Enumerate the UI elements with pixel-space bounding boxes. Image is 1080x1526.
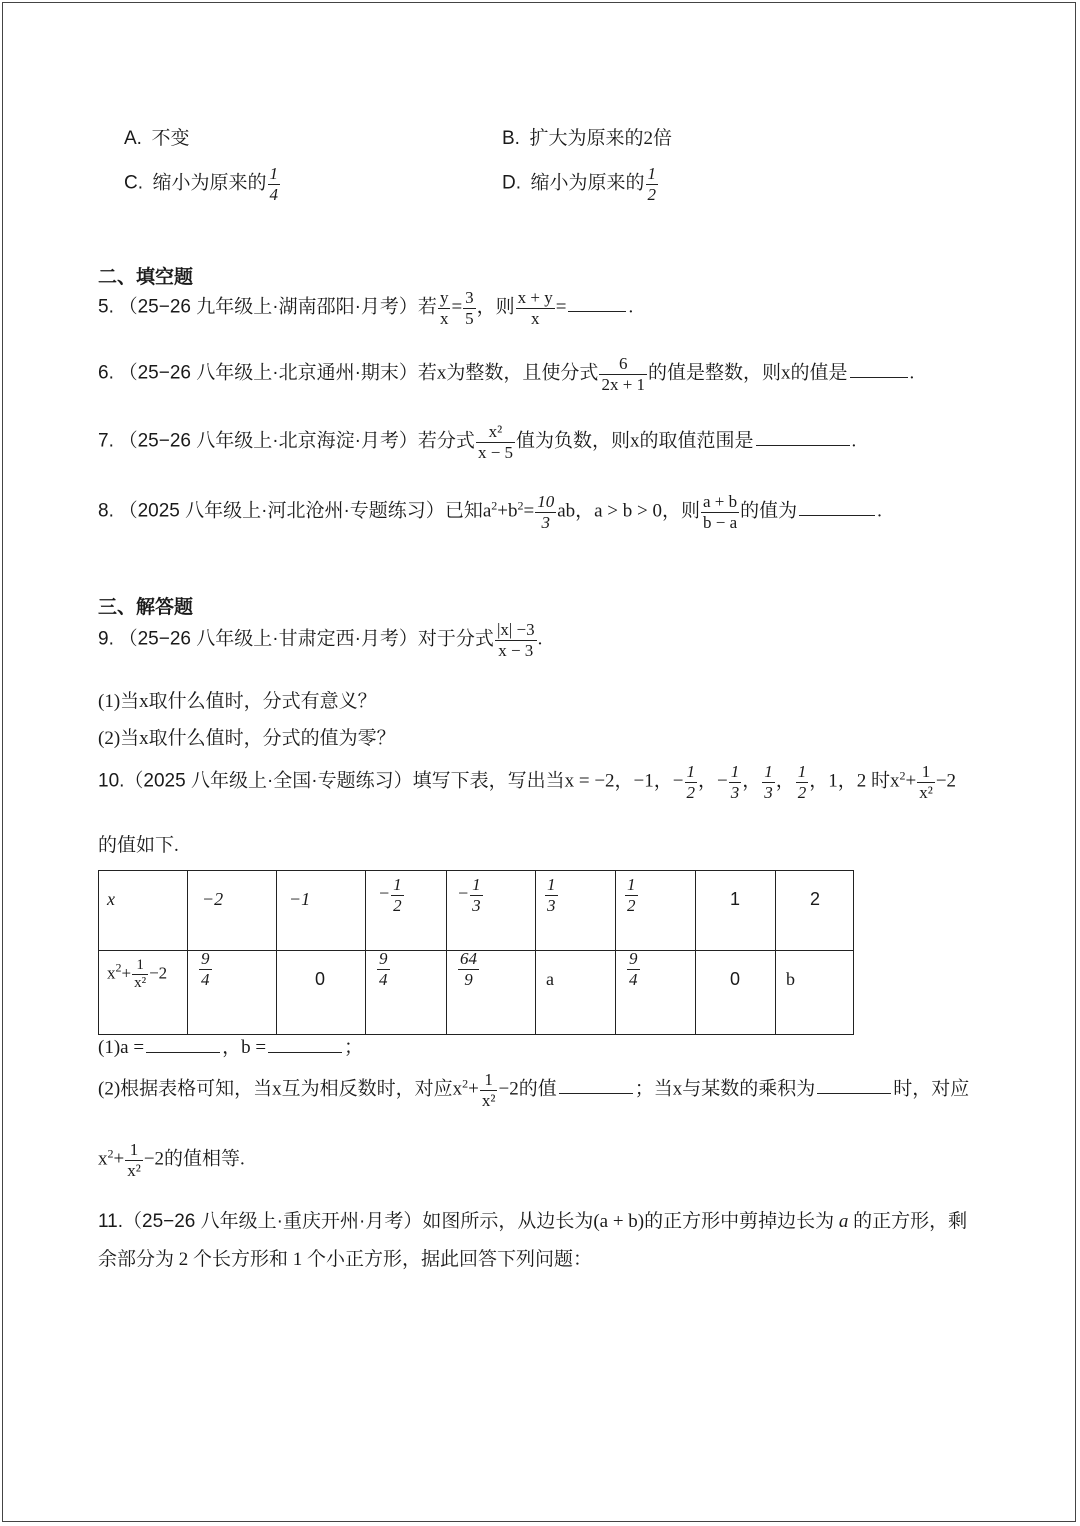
option-c[interactable] — [124, 164, 281, 204]
question-number: 9. — [98, 628, 114, 650]
fraction-1-over-2 — [391, 875, 404, 915]
variable: a — [838, 1211, 849, 1232]
question-text: +b — [497, 500, 518, 522]
fraction-numerator: 1 — [647, 164, 657, 183]
question-source: （25−26 九年级上·湖南邵阳·月考） — [118, 296, 418, 318]
values-table — [98, 870, 854, 1035]
fraction-denominator: x — [439, 308, 449, 328]
table-cell — [99, 951, 188, 1035]
answer-blank[interactable] — [559, 1092, 633, 1094]
separator: ，− — [698, 770, 728, 792]
option-d-label: D. — [502, 172, 521, 194]
cell-text: 0 — [315, 969, 326, 989]
fraction-1-over-x2 — [125, 1140, 143, 1180]
table-cell — [616, 951, 696, 1035]
answer-blank-b[interactable] — [268, 1051, 342, 1053]
fraction-numerator: 9 — [201, 949, 210, 968]
superscript: 2 — [462, 1076, 469, 1091]
table-row — [99, 871, 854, 951]
question-text: (1)a = — [98, 1037, 145, 1058]
fraction-numerator: 1 — [125, 1140, 143, 1161]
cell-text: −2 — [202, 889, 224, 909]
fraction-numerator: 1 — [686, 762, 695, 781]
question-text: 若分式 — [417, 430, 475, 452]
question-10-answer-2 — [98, 1070, 969, 1110]
table-cell — [447, 871, 536, 951]
fraction-9-over-4 — [627, 949, 640, 989]
plus-sign: + — [468, 1078, 479, 1100]
question-text: 若 — [417, 296, 437, 318]
fraction-denominator: 4 — [201, 969, 210, 989]
question-9-part-1: (1)当x取什么值时，分式有意义？ — [98, 691, 377, 712]
table-cell — [99, 871, 188, 951]
fraction-numerator: 1 — [730, 762, 740, 781]
cell-text — [198, 949, 213, 989]
question-end: . — [909, 362, 915, 384]
fraction-denominator: x² — [481, 1090, 496, 1110]
fraction-numerator: 10 — [537, 492, 555, 511]
option-b[interactable] — [502, 129, 672, 148]
option-a-label: A. — [124, 128, 142, 149]
option-c-text: 缩小为原来的 — [152, 172, 267, 194]
fraction-denominator: b − a — [703, 512, 738, 532]
fraction-denominator: 2x + 1 — [601, 374, 646, 394]
question-text: ab，a > b > 0，则 — [557, 500, 700, 522]
question-number: 6. — [98, 362, 114, 384]
option-b-text: 扩大为原来的2倍 — [529, 128, 672, 149]
fraction-denominator: x − 5 — [477, 442, 514, 462]
variable: x — [98, 1148, 108, 1170]
cell-text — [544, 875, 559, 915]
table-cell — [277, 871, 366, 951]
fraction-10-over-3 — [535, 492, 556, 532]
fraction-denominator: x² — [127, 1160, 141, 1180]
cell-text: 2 — [810, 889, 821, 909]
fraction-numerator: y — [439, 288, 449, 307]
question-text: 填写下表，写出当x = −2，−1，− — [412, 770, 684, 792]
cell-text — [457, 949, 480, 989]
table-cell — [696, 951, 776, 1035]
question-text: 如图所示，从边长为(a + b)的正方形中剪掉边长为 — [422, 1211, 839, 1232]
fraction-1-over-x2 — [917, 762, 935, 802]
cell-text: −1 — [289, 889, 311, 909]
option-d-fraction — [646, 164, 659, 204]
cell-text — [624, 875, 639, 915]
fraction-numerator: 1 — [627, 875, 636, 894]
table-cell — [536, 871, 616, 951]
question-end: ； — [344, 1037, 364, 1058]
option-b-label: B. — [502, 128, 520, 149]
question-7 — [98, 422, 856, 462]
question-source: （2025 八年级上·河北沧州·专题练习） — [118, 500, 445, 522]
separator: ， — [742, 770, 762, 792]
variable: x — [107, 963, 116, 983]
fraction-1-over-x2 — [480, 1070, 498, 1110]
table-cell — [277, 951, 366, 1035]
fraction-1-over-x2 — [132, 957, 148, 993]
question-9-part-2: (2)当x取什么值时，分式的值为零？ — [98, 728, 396, 749]
question-number: 8. — [98, 500, 114, 522]
fraction-absx-over-x3 — [495, 620, 537, 660]
table-cell — [616, 871, 696, 951]
fraction-1-over-2 — [625, 875, 638, 915]
fraction-numerator: 1 — [269, 164, 279, 183]
cell-text — [626, 949, 641, 989]
question-text: ，则 — [476, 296, 515, 318]
question-10-line-2: 的值如下. — [98, 835, 179, 856]
fraction-numerator: 1 — [764, 762, 773, 781]
fraction-denominator: 4 — [269, 184, 279, 204]
question-text: 已知a — [444, 500, 492, 522]
superscript: 2 — [491, 498, 498, 513]
fraction-denominator: 3 — [764, 782, 773, 802]
question-text: 的值是整数，则x的值是 — [648, 362, 848, 384]
cell-text — [457, 875, 484, 915]
question-text: 值为负数，则x的取值范围是 — [516, 430, 754, 452]
fraction-denominator: x² — [919, 782, 933, 802]
question-5 — [98, 288, 633, 328]
question-end: . — [851, 430, 857, 452]
fraction-1-over-3 — [729, 762, 742, 802]
fraction-numerator: 1 — [797, 762, 807, 781]
cell-text: b — [786, 969, 795, 989]
fraction-denominator: 2 — [647, 184, 657, 204]
option-c-fraction — [268, 164, 281, 204]
fraction-denominator: 2 — [686, 782, 695, 802]
superscript: 2 — [115, 960, 122, 975]
equals-sign: = — [451, 296, 463, 318]
question-end: . — [537, 628, 543, 650]
fraction-denominator: 3 — [547, 895, 556, 915]
fraction-numerator: x² — [476, 422, 515, 443]
question-text: 的值为 — [740, 500, 798, 522]
question-text: (2)根据表格可知，当x互为相反数时，对应x — [98, 1078, 463, 1100]
minus-sign: − — [457, 883, 470, 904]
answer-blank[interactable] — [568, 310, 626, 312]
question-source: （25−26 八年级上·重庆开州·月考） — [123, 1211, 423, 1232]
question-text: −2 — [935, 770, 957, 792]
question-text: ，1，2 时x — [809, 770, 900, 792]
fraction-1-over-3 — [545, 875, 558, 915]
question-text: −2的值 — [498, 1078, 557, 1100]
fraction-denominator: 3 — [541, 512, 550, 532]
fraction-y-over-x — [438, 288, 451, 328]
fraction-1-over-2 — [796, 762, 809, 802]
question-source: （25−26 八年级上·北京海淀·月考） — [118, 430, 418, 452]
fraction-denominator: x — [530, 308, 540, 328]
option-d-text: 缩小为原来的 — [530, 172, 645, 194]
superscript: 2 — [899, 768, 906, 783]
question-text: 对于分式 — [417, 628, 494, 650]
fraction-64-over-9 — [458, 949, 479, 989]
question-end: . — [628, 296, 634, 318]
question-end: . — [877, 500, 882, 522]
option-a[interactable] — [124, 129, 189, 148]
cell-text: x — [107, 889, 115, 909]
question-8 — [98, 492, 882, 532]
fraction-xy-over-x — [516, 288, 555, 328]
question-source: （2025 八年级上·全国·专题练习） — [124, 770, 413, 792]
question-text: 时，对应 — [893, 1078, 970, 1100]
fraction-9-over-4 — [377, 949, 390, 989]
fraction-numerator: 1 — [132, 957, 148, 975]
table-cell — [447, 951, 536, 1035]
fraction-ab-over-ba — [701, 492, 739, 532]
section-title-fill-blank: 二、填空题 — [98, 267, 194, 288]
cell-text: 0 — [730, 969, 741, 989]
cell-text: 1 — [730, 889, 741, 909]
question-source: （25−26 八年级上·甘肃定西·月考） — [118, 628, 418, 650]
superscript: 2 — [107, 1146, 114, 1161]
question-number: 7. — [98, 430, 114, 452]
fraction-denominator: 2 — [627, 895, 636, 915]
question-6 — [98, 354, 914, 394]
fraction-6-over-2x1 — [599, 354, 647, 394]
fraction-numerator: 6 — [599, 354, 647, 375]
fraction-denominator: 4 — [379, 969, 388, 989]
table-cell — [366, 871, 447, 951]
cell-text — [376, 949, 391, 989]
table-cell — [188, 871, 277, 951]
fraction-numerator: 9 — [379, 949, 388, 968]
fraction-numerator: 3 — [465, 288, 474, 307]
answer-blank-a[interactable] — [146, 1051, 220, 1053]
fraction-9-over-4 — [199, 949, 212, 989]
answer-blank[interactable] — [817, 1092, 891, 1094]
question-10-answer-1 — [98, 1038, 363, 1057]
answer-blank[interactable] — [756, 444, 850, 446]
question-text: −2的值相等. — [143, 1148, 245, 1170]
table-cell — [536, 951, 616, 1035]
table-cell — [776, 871, 854, 951]
question-number: 11. — [98, 1211, 124, 1232]
question-text: ，b = — [222, 1037, 267, 1058]
question-11-line-2: 余部分为 2 个长方形和 1 个小正方形，据此回答下列问题： — [98, 1249, 593, 1270]
fraction-numerator: 64 — [460, 949, 477, 968]
fraction-numerator: 9 — [629, 949, 638, 968]
question-number: 5. — [98, 296, 114, 318]
fraction-numerator: 1 — [393, 875, 402, 894]
table-row — [99, 951, 854, 1035]
cell-text: a — [546, 969, 554, 989]
minus-sign: − — [378, 883, 391, 904]
fraction-3-over-5 — [463, 288, 476, 328]
superscript: 2 — [517, 498, 524, 513]
fraction-denominator: 4 — [629, 969, 638, 989]
answer-blank[interactable] — [799, 514, 875, 516]
cell-text — [378, 875, 405, 915]
table-cell — [696, 871, 776, 951]
fraction-denominator: 2 — [393, 895, 402, 915]
option-d[interactable] — [502, 164, 659, 204]
fraction-numerator: 1 — [472, 875, 481, 894]
question-text: 的正方形，剩 — [848, 1211, 968, 1232]
question-10-answer-2-line-2 — [98, 1140, 245, 1180]
fraction-1-over-3 — [470, 875, 483, 915]
fraction-x2-over-x5 — [476, 422, 515, 462]
question-10 — [98, 762, 956, 802]
fraction-denominator: 3 — [730, 782, 740, 802]
fraction-numerator: 1 — [480, 1070, 498, 1091]
answer-blank[interactable] — [850, 376, 908, 378]
equals-sign: = — [555, 296, 567, 318]
equals-sign: = — [523, 500, 535, 522]
question-text: 若x为整数，且使分式 — [417, 362, 599, 384]
section-title-solve: 三、解答题 — [98, 597, 194, 618]
option-a-text: 不变 — [151, 128, 190, 149]
table-cell — [188, 951, 277, 1035]
question-text: ；当x与某数的乘积为 — [634, 1078, 816, 1100]
fraction-numerator: 1 — [917, 762, 935, 783]
fraction-denominator: x² — [134, 975, 147, 992]
fraction-denominator: 3 — [472, 895, 481, 915]
plus-sign: + — [905, 770, 917, 792]
fraction-numerator: x + y — [517, 288, 553, 307]
minus-two: −2 — [149, 963, 168, 983]
separator: ， — [775, 770, 795, 792]
fraction-denominator: x − 3 — [498, 640, 534, 660]
fraction-numerator: a + b — [703, 492, 738, 511]
fraction-1-over-2 — [685, 762, 698, 802]
plus-sign: + — [113, 1148, 125, 1170]
fraction-denominator: 9 — [464, 969, 473, 989]
fraction-denominator: 5 — [465, 308, 474, 328]
table-cell — [776, 951, 854, 1035]
option-c-label: C. — [124, 172, 143, 194]
question-source: （25−26 八年级上·北京通州·期末） — [118, 362, 418, 384]
fraction-1-over-3 — [762, 762, 775, 802]
plus-sign: + — [121, 963, 132, 983]
cell-text — [107, 957, 185, 993]
fraction-numerator: 1 — [547, 875, 556, 894]
fraction-denominator: 2 — [797, 782, 807, 802]
question-11 — [98, 1212, 967, 1231]
question-9 — [98, 620, 542, 660]
question-number: 10. — [98, 770, 125, 792]
fraction-numerator: |x| −3 — [496, 620, 535, 639]
table-cell — [366, 951, 447, 1035]
